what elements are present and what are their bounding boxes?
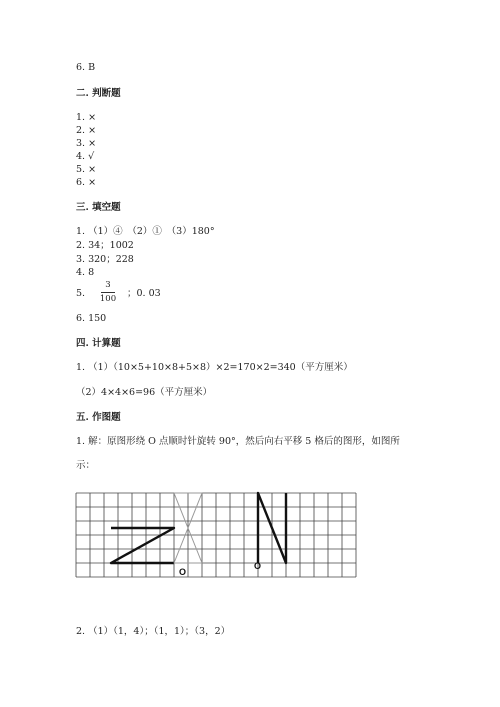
rotation-point-label-original: O [179,567,187,577]
section-5-title: 五. 作图题 [76,412,121,423]
fill-item-5-rest: ；0. 03 [127,288,161,299]
draw-item-2: 2. （1）（1，4）；（1，1）；（3，2） [76,626,231,637]
judge-item-1: 1. × [76,112,97,123]
original-shape [111,528,174,563]
calc-item-1: 1. （1）（10×5+10×8+5×8）×2=170×2=340（平方厘米） [76,362,353,373]
judge-item-3: 3. × [76,138,97,149]
judge-item-2: 2. × [76,125,97,136]
fill-item-2: 2. 34；1002 [76,240,134,251]
draw-item-1-line-1: 1. 解：原图形绕 O 点顺时针旋转 90°，然后向右平移 5 格后的图形，如图所 [76,436,400,447]
judge-item-6: 6. × [76,177,97,188]
fraction-denominator: 100 [99,294,117,304]
fill-item-5-label: 5. [76,288,86,299]
section-3-title: 三. 填空题 [76,202,121,213]
judge-item-5: 5. × [76,164,97,175]
fill-item-1: 1. （1）④ （2）① （3）180° [76,226,215,237]
fill-item-4: 4. 8 [76,267,95,278]
section-4-title: 四. 计算题 [76,338,121,349]
draw-item-1-line-2: 示： [76,460,96,471]
rotation-point-label-final: O [254,561,262,571]
fill-item-3: 3. 320；228 [76,254,134,265]
fraction-numerator: 3 [105,280,111,290]
choice-answer-6: 6. B [76,62,96,73]
figure-shapes [111,493,286,563]
section-2-title: 二. 判断题 [76,88,121,99]
judge-item-4: 4. √ [76,151,95,162]
fill-item-6: 6. 150 [76,313,107,324]
calc-item-2: （2）4×4×6=96（平方厘米） [76,387,213,398]
grid-lines [76,493,356,577]
